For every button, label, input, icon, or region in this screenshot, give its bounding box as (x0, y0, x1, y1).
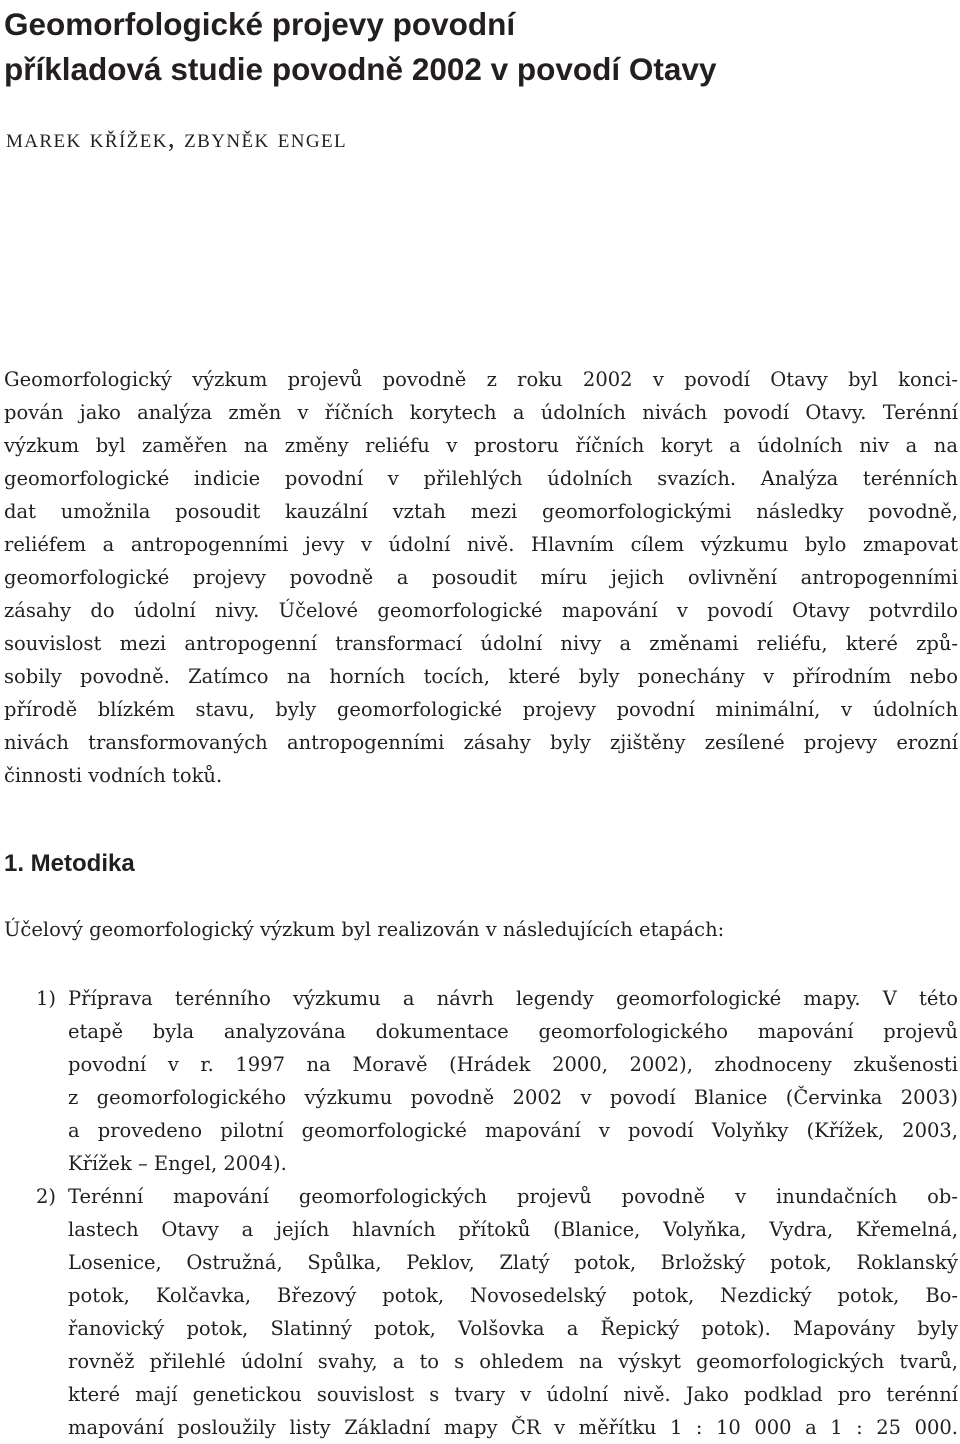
section-intro (4, 913, 958, 946)
abstract-line: reliéfem a antropogenními jevy v údolní nivě. Hlavním cílem výzkumu bylo zmapovat (4, 533, 958, 556)
list-item-line: řanovický potok, Slatinný potok, Volšovka a Řepický potok). Mapovány byly (68, 1317, 958, 1340)
list-item-line: lastech Otavy a jejích hlavních přítoků (Blanice, Volyňka, Vydra, Křemelná, (68, 1218, 958, 1241)
list-item-line: potok, Kolčavka, Březový potok, Novosedelský potok, Nezdický potok, Bo- (68, 1284, 958, 1307)
list-marker: 1) (36, 987, 57, 1010)
section-heading: 1. Metodika (4, 850, 135, 877)
list-item-line: Příprava terénního výzkumu a návrh legendy geomorfologické mapy. V této (68, 987, 958, 1010)
list-marker: 2) (36, 1185, 57, 1208)
method-steps-list (4, 982, 958, 1444)
article-title (4, 2, 954, 92)
abstract-line: nivách transformovaných antropogenními zásahy byly zjištěny zesílené projevy erozní (4, 731, 958, 754)
abstract-line: přírodě blízkém stavu, byly geomorfologické projevy povodní minimální, v údolních (4, 698, 958, 721)
abstract-line: dat umožnila posoudit kauzální vztah mezi geomorfologickými následky povodně, (4, 500, 958, 523)
list-item-line: Terénní mapování geomorfologických projevů povodně v inundačních ob- (68, 1185, 958, 1208)
abstract-line: geomorfologické projevy povodně a posoudit míru jejich ovlivnění antropogenními (4, 566, 958, 589)
abstract-line: výzkum byl zaměřen na změny reliéfu v prostoru říčních koryt a údolních niv a na (4, 434, 958, 457)
list-item-line: které mají genetickou souvislost s tvary v údolní nivě. Jako podklad pro terénní (68, 1383, 958, 1406)
abstract-line: Geomorfologický výzkum projevů povodně z roku 2002 v povodí Otavy byl konci- (4, 368, 958, 391)
abstract-line: pován jako analýza změn v říčních korytech a údolních nivách povodí Otavy. Terénní (4, 401, 958, 424)
abstract-line: souvislost mezi antropogenní transformací údolní nivy a změnami reliéfu, které způ- (4, 632, 958, 655)
abstract-line: zásahy do údolní nivy. Účelové geomorfologické mapování v povodí Otavy potvrdilo (4, 599, 958, 622)
list-item (4, 982, 958, 1180)
abstract-line: geomorfologické indicie povodní v přilehlých údolních svazích. Analýza terénních (4, 467, 958, 490)
list-item (4, 1180, 958, 1444)
title-line-1: Geomorfologické projevy povodní (4, 6, 516, 42)
list-item-line: etapě byla analyzována dokumentace geomorfologického mapování projevů (68, 1020, 958, 1043)
list-item-line: Křížek – Engel, 2004). (68, 1152, 287, 1175)
title-line-2: příkladová studie povodně 2002 v povodí Otavy (4, 51, 717, 87)
intro-line: Účelový geomorfologický výzkum byl realizován v následujících etapách: (4, 918, 725, 941)
authors: marek křížek, zbyněk engel (6, 123, 347, 153)
list-item-line: povodní v r. 1997 na Moravě (Hrádek 2000, 2002), zhodnoceny zkušenosti (68, 1053, 958, 1076)
abstract-line: činnosti vodních toků. (4, 764, 223, 787)
abstract (4, 363, 958, 792)
list-item-line: rovněž přilehlé údolní svahy, a to s ohledem na výskyt geomorfologických tvarů, (68, 1350, 958, 1373)
list-item-line: mapování posloužily listy Základní mapy ČR v měřítku 1 : 10 000 a 1 : 25 000. (68, 1416, 958, 1439)
list-item-line: a provedeno pilotní geomorfologické mapování v povodí Volyňky (Křížek, 2003, (68, 1119, 958, 1142)
list-item-line: z geomorfologického výzkumu povodně 2002 v povodí Blanice (Červinka 2003) (68, 1086, 958, 1109)
abstract-line: sobily povodně. Zatímco na horních tocích, které byly ponechány v přírodním nebo (4, 665, 958, 688)
list-item-line: Losenice, Ostružná, Spůlka, Peklov, Zlatý potok, Brložský potok, Roklanský (68, 1251, 958, 1274)
